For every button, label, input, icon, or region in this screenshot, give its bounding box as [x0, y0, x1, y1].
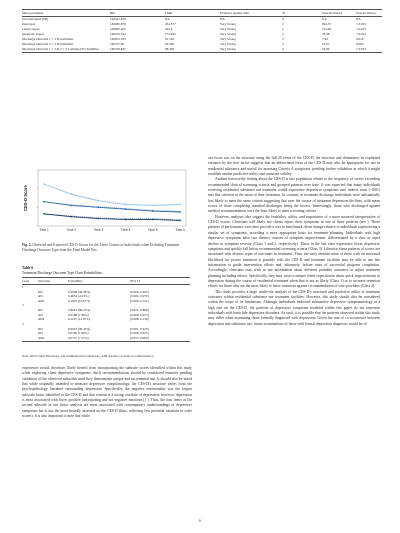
table-row — [22, 47, 382, 52]
table-cell: 2 — [282, 31, 284, 36]
table-cell: RD — [38, 326, 43, 331]
table-cell: 98.348 — [165, 47, 220, 52]
table-cell: Quadratic slopes — [22, 31, 45, 36]
body-paragraph: our focus was on the structure using the full 20 items of the CES-D, the structure and dominance its explained variance by the first factor suggests that an abbreviated form of the CES-D may also be appropriate for use in residential substance and useful for assessing Criteria A symptoms, pending further validation in which it might establish similar predictive utility and construct validity. — [208, 156, 380, 177]
class-label: 1 — [22, 284, 24, 289]
table-cell: [0.088, 0.139] — [130, 317, 149, 322]
table-cell: 0.8623 (86.23%) — [68, 308, 91, 313]
data-point — [70, 205, 72, 207]
x-tick-label: Time 6 — [175, 228, 185, 232]
table-cell: [0.009, 0.692] — [130, 289, 149, 294]
table-cell: 166729.847 — [110, 47, 165, 52]
table-cell: 994.37 — [322, 21, 332, 26]
table-header: Overall Wald p — [356, 10, 382, 17]
table-cell: < 0.001 — [356, 31, 367, 36]
table-cell: [0.000, 0.121] — [130, 298, 149, 303]
data-point — [179, 220, 181, 222]
plot-frame — [38, 170, 186, 226]
table-cell: AD — [38, 294, 43, 299]
table-cell: 0.0186 (1.86%) — [68, 312, 89, 317]
table-cell: [0.821, 0.888] — [130, 308, 149, 313]
table-cell: APR — [38, 317, 45, 322]
table-cell: < 0.001 — [356, 21, 367, 26]
table-cell: [0.008, 0.025] — [130, 331, 149, 336]
series-expected-line — [44, 184, 180, 205]
table-header: Probability — [68, 278, 130, 285]
table-cell: Very Strong — [220, 31, 236, 36]
table-cell: [0.009, 0.053] — [130, 312, 149, 317]
chart-svg — [22, 168, 190, 240]
table-cell: 0.0757 (7.57%) — [68, 336, 130, 341]
x-tick-label: Time 5 — [147, 228, 158, 232]
table-header: Outcome — [38, 278, 68, 285]
table-cell: APR — [38, 336, 68, 341]
data-point — [98, 206, 100, 208]
table-cell: 91.162 — [165, 36, 175, 41]
table-row — [22, 336, 190, 341]
table-cell: 2 — [282, 36, 284, 41]
model-comparison-body — [22, 16, 382, 52]
table-cell: 0.1197 (11.97%) — [68, 317, 91, 322]
table-cell: 2 — [282, 21, 284, 26]
table-cell: 0.1067 (10.67%) — [68, 298, 91, 303]
series-line — [44, 202, 180, 212]
table6-note-text: RD Formal Discharge, AD Administrative Discharge, APR Against provider recommendation — [29, 354, 154, 358]
table-header: Evidence against Null — [220, 10, 282, 17]
class-probabilities-table — [22, 277, 190, 342]
table-cell: 0.4038 (40.38%) — [68, 289, 91, 294]
data-point — [152, 210, 154, 212]
table-cell: 166685.879 — [110, 21, 126, 26]
table-cell: 95.548 — [165, 41, 175, 46]
table-cell: AD — [38, 312, 43, 317]
table-cell: Discharge Outcome 1 > 3 & 2 > 3 Combined Probabilities — [22, 47, 110, 52]
figure-caption — [22, 243, 190, 253]
table-cell: 2 — [282, 26, 284, 31]
table-cell: [0.055, 0.085] — [130, 336, 190, 341]
ces-d-trajectory-chart — [22, 168, 190, 240]
table-cell: Very Strong — [220, 41, 236, 46]
data-point — [125, 204, 127, 206]
table-cell: 166695.202 — [110, 26, 126, 31]
table6-heading — [22, 266, 190, 276]
table-cell: Discharge Outcome 2 > 3 Probabilities — [22, 41, 74, 46]
table-cell: 0.9043 (90.43%) — [68, 326, 91, 331]
body-paragraph: experience would, therefore, likely benefit from incorporating the subscale scores identified within this study while exploring client depressive symptoms. Such recommendations should be considered tentative pending validation of the observed subscales until they demonstrate unique and incremental use. It should also be noted that while originally intended to measure depressive symptomology, the CES-D's structure varies from the psychopathology literature surrounding depression. Specifically, the negative emotionality was the largest subscale factor identified in the CES-D and that content is a strong correlate of depression; however, depression is most associated with lower positive (anticipating and not negative emotions) ( ). Thus, the four items of the second subscale in our factor analysis are most associated with contemporary understandings of depressive symptoms but is not the more broadly assessed on the CES-D (thus, reflecting less potential variation in scale scores). It is also important to note that while — [22, 366, 192, 419]
data-point — [43, 213, 45, 215]
table-cell — [22, 336, 38, 341]
x-tick-label: Time 4 — [120, 228, 131, 232]
table-cell: 0 — [282, 16, 284, 21]
table-cell: 454.377 — [165, 21, 176, 26]
series-line — [44, 184, 180, 205]
table-cell: 2 — [282, 41, 284, 46]
table-cell: 174.942 — [165, 31, 176, 36]
table-cell: 166707.99 — [110, 41, 125, 46]
figure-label: Fig. 2. — [22, 243, 32, 247]
x-tick-label: Time 1 — [39, 228, 49, 232]
figure-caption-text: Observed and Expected CES-D Scores for the Three Classes of Individuals when Including Treatment Discharge Outcome Type from the Final Model Fits. — [22, 243, 180, 253]
table-cell: NA — [356, 16, 361, 21]
table-cell: NA — [220, 16, 225, 21]
x-tick-label: Time 2 — [66, 228, 77, 232]
table-header: 95% CI — [130, 278, 190, 285]
table6-note — [22, 354, 190, 359]
table-cell: 78.38 — [322, 31, 330, 36]
table-cell: [0.901, 0.920] — [130, 326, 149, 331]
table-cell: 0.004 — [356, 41, 364, 46]
y-axis-label: CES-D Score — [23, 185, 28, 211]
table-cell: Linear slopes — [22, 26, 40, 31]
table-cell: Intercepts — [22, 21, 35, 26]
table-header: BIC — [110, 10, 165, 17]
data-point — [152, 205, 154, 207]
table-header-row — [22, 10, 382, 17]
table-cell: 225.6 — [165, 26, 173, 31]
table-cell: 7.99 — [322, 36, 328, 41]
table-cell: Unconstrained (MI) — [22, 16, 49, 21]
table-header: LMR — [165, 10, 220, 17]
class-label: 3 — [22, 322, 24, 327]
data-point — [125, 208, 127, 210]
table6-title: Treatment Discharge Outcome Type Class Probabilities. — [22, 271, 103, 275]
table-cell: 10.97 — [322, 41, 330, 46]
page-number: 6 — [199, 519, 201, 523]
table-cell: Very Strong — [220, 21, 236, 26]
table-header: Class — [22, 278, 38, 285]
table-cell: < 0.001 — [356, 26, 367, 31]
table-cell: Very Strong — [220, 36, 236, 41]
table-cell: 0.0196 (1.96%) — [68, 331, 89, 336]
model-comparison-table — [22, 9, 382, 53]
series-line — [44, 214, 180, 221]
data-point — [179, 211, 181, 213]
class-label: 2 — [22, 303, 24, 308]
table-cell: RD — [38, 289, 43, 294]
table-cell: AD — [38, 331, 43, 336]
data-point — [43, 201, 45, 203]
data-point — [70, 216, 72, 218]
table-cell: 166655.703 — [110, 36, 126, 41]
data-point — [98, 218, 100, 220]
table-cell: RD — [38, 308, 43, 313]
left-body-column — [22, 366, 192, 419]
data-point — [43, 183, 45, 185]
body-paragraph: However, analyses also suggest the feasibility, utility, and importance of a more nuanced interpretation of CES-D scores. Clinicians will likely see clients report their symptoms in one of three patterns (see ). These patterns of performance over time provide a way to benchmark client change relative to individuals experiencing a similar set of symptoms, providing a more appropriate basis for treatment planning. Individuals with high depressive symptoms have two distinct courses of symptom improvement, differentiated by a slow or rapid decline in symptom severity (Class 1 and 2, respectively). Those in the last class experience fewer depressive symptoms and quickly fall below recommended screening criteria (Class 3). Likewise, these patterns of scores are associated with distinct types of outcomes in treatment. Thus, the early identification of those with an increased likelihood for poorer treatment is possible with the CES-D and treatment facilities may be able to use this information to guide intervention efforts and, ultimately, bolster rates of successful program completion. Accordingly, clinicians may wish to use information about different probable outcomes to adjust treatment planning including efforts. Specifically, they may wish to temper client expectations about quick improvements in depression during the course of residential treatment when that is not as likely (Class 1) or to increase retention efforts for those who are the most likely to leave treatment against recommendation of care providers (Class 2). — [208, 214, 381, 289]
table-cell: 166591.950 — [110, 16, 126, 21]
table-cell: Discharge Outcome 1 > 3 Probabilities — [22, 36, 74, 41]
table-header: Overall Wald Z — [322, 10, 356, 17]
table-cell: 0.4654 (4.54%) — [68, 294, 89, 299]
data-point — [125, 219, 127, 221]
data-point — [179, 204, 181, 206]
table-cell: 24.69 — [322, 47, 356, 52]
table-header-row — [22, 278, 190, 285]
data-point — [152, 219, 154, 221]
table-cell: < 0.001 — [356, 47, 382, 52]
series-expected-line — [44, 202, 180, 212]
table-cell: NA — [322, 16, 327, 21]
table-cell: 214.99 — [322, 26, 332, 31]
table6-label: Table 6 — [22, 266, 34, 270]
right-body-column — [208, 156, 380, 327]
data-point — [70, 193, 72, 195]
body-paragraph: This study provides a large, multi-site analysis of the CES-D's structural and predictive utility of treatment outcomes within residential substance use treatment facilities. However, this study should also be considered within the scope of its limitations. Although individuals endorsed substantive depressive symptomatology at a high rate on the CES-D, the patterns of depressive symptoms modeled within this paper do not represent individuals with bona fide depressive disorders. As such, it is possible that the patterns observed within this study may differ when examining those formally diagnosed with depression. Given the rate of co-occurrence between depression and substance use, future examinations of those with formal depression diagnoses would be of — [208, 289, 380, 326]
table-cell: Very Strong — [220, 47, 282, 52]
x-tick-label: Time 3 — [93, 228, 104, 232]
class-probabilities-body — [22, 284, 190, 341]
table-header: Mean parameter — [22, 10, 110, 17]
table-cell: NA — [165, 16, 170, 21]
table6-note-label: Note. — [22, 354, 30, 358]
table-cell: Very Strong — [220, 26, 236, 31]
table-cell: 4 — [282, 47, 322, 52]
data-point — [98, 200, 100, 202]
table-cell: [0.002, 0.079] — [130, 294, 149, 299]
table-header: df — [282, 10, 322, 17]
table-cell: APR — [38, 298, 45, 303]
body-paragraph: Another noteworthy finding about the CES-D is this population relates to the frequency of scores exceeding recommended clinical screening criteria and grouped patterns over time. It was expected that many individuals receiving residential substance use treatment would experience depressive symptoms and, indeed, most (~84%) met this criterion at the onset of their treatment. In contrast, at treatment discharge individuals were substantially less likely to meet the same criteria suggesting that over the course of treatment depression declines, with mean scores of those completing standard discharges being the lowest. Interestingly, those who discharged against medical recommendation were the least likely to meet screening criteria. — [208, 177, 380, 214]
table-cell: 166616.344 — [110, 31, 126, 36]
table-cell: 0.018 — [356, 36, 364, 41]
